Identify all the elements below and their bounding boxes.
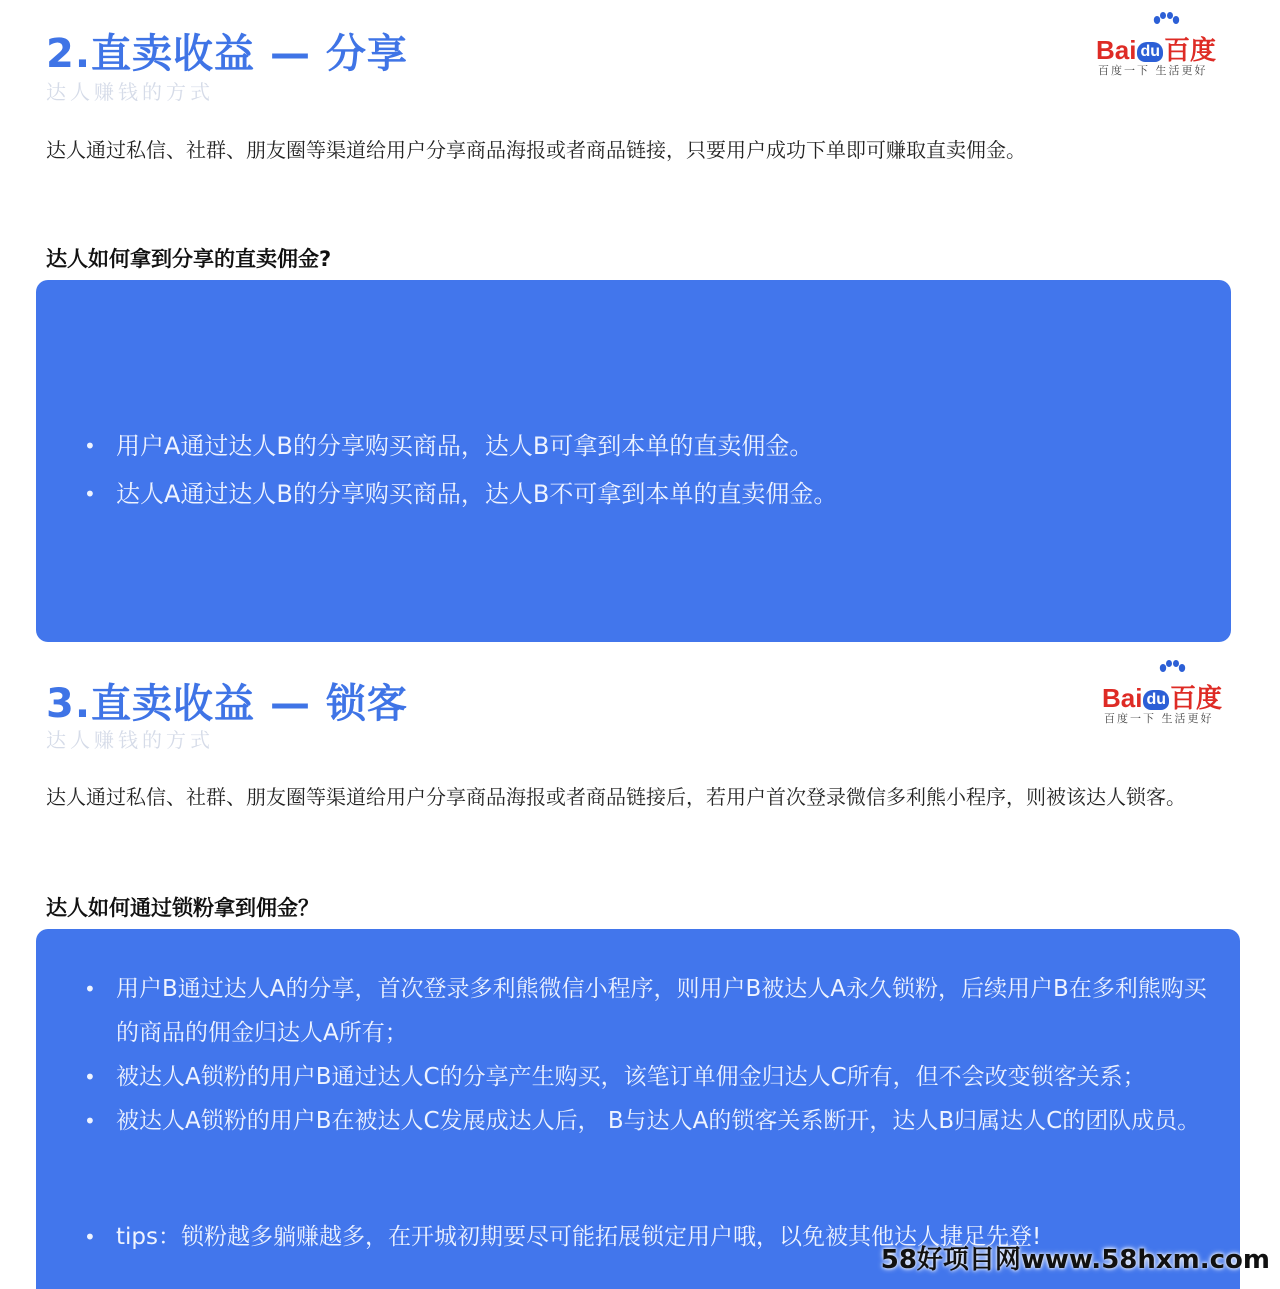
bullet-item: • 被达人A锁粉的用户B通过达人C的分享产生购买，该笔订单佣金归达人C所有，但不会改变锁客关系； [84,1055,1216,1099]
section-subheading: 达人赚钱的方式 [46,728,214,752]
section-lock [0,648,1280,1280]
wordmark-bai: Bai [1102,683,1143,713]
wordmark-cn: 百度 [1170,683,1223,713]
wordmark-cn: 百度 [1164,35,1217,65]
section-subheading: 达人赚钱的方式 [46,80,214,104]
bullet-item: • 用户A通过达人B的分享购买商品，达人B可拿到本单的直卖佣金。 [84,422,1207,470]
section-question: 达人如何拿到分享的直卖佣金? [46,247,332,271]
section-description: 达人通过私信、社群、朋友圈等渠道给用户分享商品海报或者商品链接后，若用户首次登录微信多利熊小程序，则被该达人锁客。 [46,785,1186,809]
section-heading: 3.直卖收益 — 锁客 [46,681,408,727]
bullet-list [84,967,1216,1143]
baidu-logo [1096,12,1236,76]
bullet-item: • 被达人A锁粉的用户B在被达人C发展成达人后， B与达人A的锁客关系断开，达人B归属达人C的团队成员。 [84,1099,1216,1143]
bullet-item: • 达人A通过达人B的分享购买商品，达人B不可拿到本单的直卖佣金。 [84,470,1207,518]
wordmark-du: du [1137,42,1163,62]
bullet-list [84,422,1207,518]
wordmark-bai: Bai [1096,35,1137,65]
baidu-logo [1102,660,1242,724]
baidu-slogan: 百度一下 生活更好 [1098,64,1208,77]
info-card [36,280,1231,642]
wordmark-du: du [1143,690,1169,710]
tips-item: • tips：锁粉越多躺赚越多，在开城初期要尽可能拓展锁定用户哦，以免被其他达人捷足先登! [84,1215,1216,1259]
baidu-slogan: 百度一下 生活更好 [1104,712,1214,725]
bullet-item: • 用户B通过达人A的分享，首次登录多利熊微信小程序，则用户B被达人A永久锁粉，后续用户B在多利熊购买的商品的佣金归达人A所有； [84,967,1216,1055]
site-watermark: 58好项目网www.58hxm.com [880,1245,1270,1275]
section-question: 达人如何通过锁粉拿到佣金？ [46,896,319,920]
info-card [36,929,1240,1289]
section-description: 达人通过私信、社群、朋友圈等渠道给用户分享商品海报或者商品链接，只要用户成功下单即可赚取直卖佣金。 [46,138,1026,162]
section-heading: 2.直卖收益 — 分享 [46,31,408,77]
